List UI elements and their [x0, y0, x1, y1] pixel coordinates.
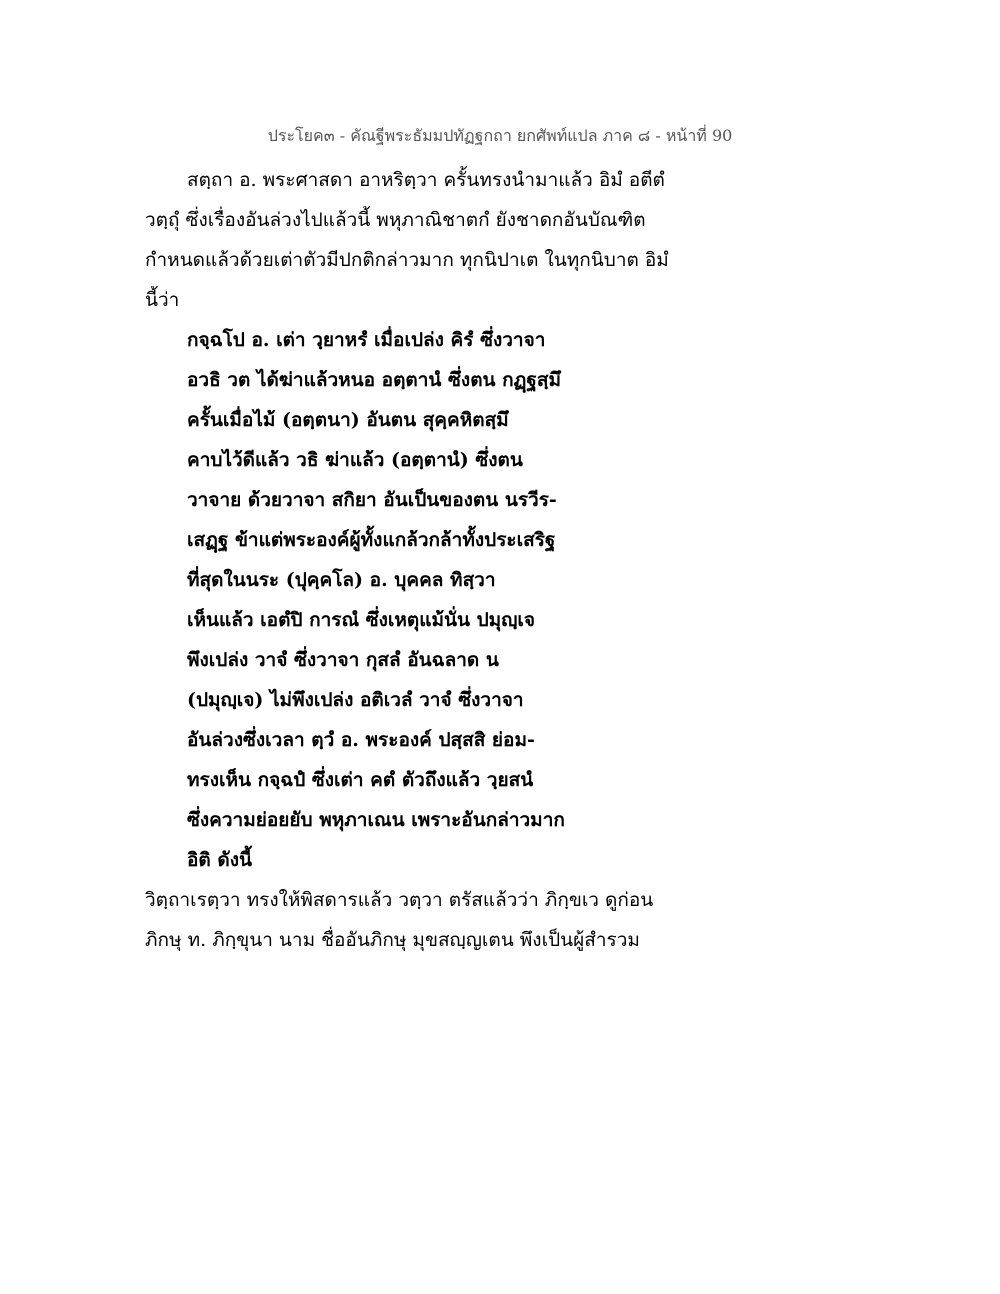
text-line: ภิกษุ ท. ภิกฺขุนา นาม ชื่ออันภิกษุ มุขสญฺญเตน พึงเป็นผู้สำรวม — [145, 929, 640, 951]
verse-line: ที่สุดในนระ (ปุคฺคโล) อ. บุคคล ทิสฺวา — [187, 569, 496, 591]
verse-line: เสฏฺฐ ข้าแต่พระองค์ผู้ทั้งแกล้วกล้าทั้งประเสริฐ — [187, 529, 556, 551]
verse-block — [145, 320, 705, 880]
text-line: นี้ว่า — [145, 289, 180, 311]
page-header: ประโยค๓ - คัณฐีพระธัมมปทัฏฐกถา ยกศัพท์แปล ภาค ๘ - หน้าที่ 90 — [267, 126, 733, 145]
verse-line: เห็นแล้ว เอตํปิ การณํ ซึ่งเหตุแม้นั่น ปมุญฺเจ — [187, 609, 536, 631]
verse-line: พึงเปล่ง วาจํ ซึ่งวาจา กุสลํ อันฉลาด น — [187, 649, 499, 671]
page-content — [145, 160, 705, 960]
verse-line: ครั้นเมื่อไม้ (อตฺตนา) อันตน สุคฺคหิตสฺมึ — [187, 409, 509, 431]
intro-paragraph — [145, 160, 705, 320]
text-line: วิตฺถาเรตฺวา ทรงให้พิสดารแล้ว วตฺวา ตรัสแล้วว่า ภิกฺขเว ดูก่อน — [145, 889, 654, 911]
verse-line: ซึ่งความย่อยยับ พหุภาเณน เพราะอันกล่าวมาก — [187, 809, 565, 831]
closing-paragraph — [145, 880, 705, 960]
text-line: วตฺถุํ ซึ่งเรื่องอันล่วงไปแล้วนี้ พหุภาณิชาตกํ ยังชาดกอันบัณฑิต — [145, 209, 646, 231]
verse-line: อวธิ วต ได้ฆ่าแล้วหนอ อตฺตานํ ซึ่งตน กฏฺฐสฺมึ — [187, 369, 562, 391]
text-line: สตฺถา อ. พระศาสดา อาหริตฺวา ครั้นทรงนำมาแล้ว อิมํ อตีตํ — [187, 169, 665, 191]
verse-line: วาจาย ด้วยวาจา สกิยา อันเป็นของตน นรวีร- — [187, 489, 557, 511]
verse-line: ทรงเห็น กจฺฉปํ ซึ่งเต่า คตํ ตัวถึงแล้ว วฺยสนํ — [187, 769, 534, 791]
verse-line: (ปมุญฺเจ) ไม่พึงเปล่ง อติเวลํ วาจํ ซึ่งวาจา — [187, 689, 524, 711]
verse-line: กจฺฉโป อ. เต่า วฺยาหรํ เมื่อเปล่ง คิรํ ซึ่งวาจา — [187, 329, 546, 351]
verse-line: คาบไว้ดีแล้ว วธิ ฆ่าแล้ว (อตฺตานํ) ซึ่งตน — [187, 449, 523, 471]
verse-line: อันล่วงซึ่งเวลา ตฺวํ อ. พระองค์ ปสฺสสิ ย่อม- — [187, 729, 535, 751]
verse-line: อิติ ดังนี้ — [187, 849, 252, 871]
text-line: กำหนดแล้วด้วยเต่าตัวมีปกติกล่าวมาก ทุกนิปาเต ในทุกนิบาต อิมํ — [145, 249, 669, 271]
